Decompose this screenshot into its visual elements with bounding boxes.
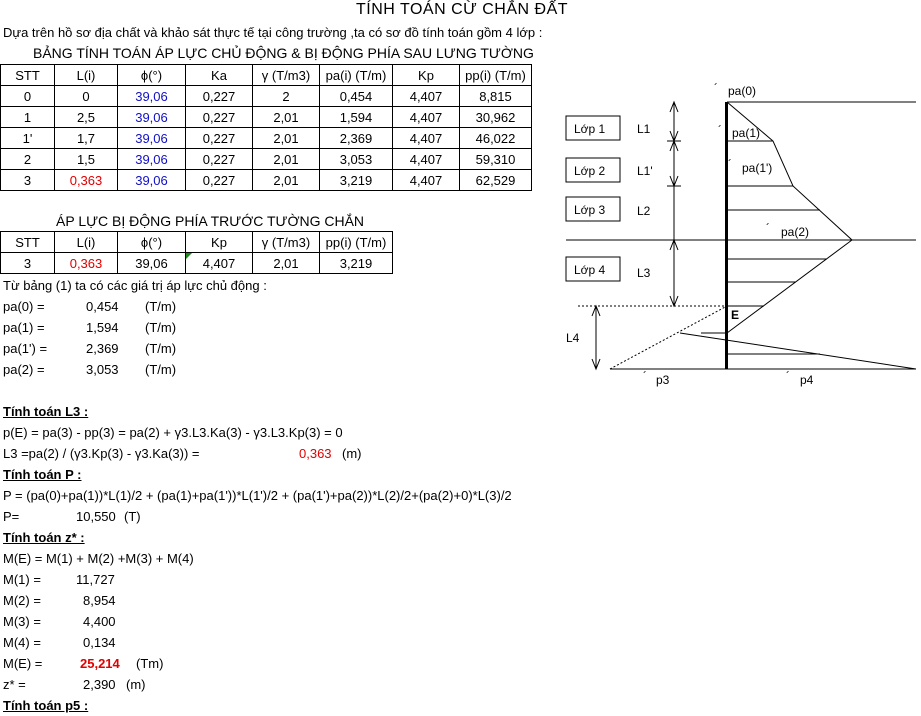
moment-label: M(2) = [3,593,41,608]
cell-pp: 62,529 [460,170,532,191]
summary-label: pa(2) = [3,362,45,377]
summary-intro: Từ bảng (1) ta có các giá trị áp lực chủ động : [3,278,267,293]
cell-gamma: 2,01 [253,149,320,170]
cell-pa: 0,454 [320,86,393,107]
cell-gamma: 2,01 [253,128,320,149]
svg-text:´: ´ [786,369,790,383]
cell-phi: 39,06 [118,86,186,107]
cell-phi: 39,06 [118,253,186,274]
layer-label: Lớp 3 [574,203,606,217]
label-pa1: pa(1) [732,126,761,140]
cell-pa: 3,219 [320,170,393,191]
svg-text:´: ´ [718,123,722,137]
cell-pp: 30,962 [460,107,532,128]
passive-back-line [680,333,916,369]
page-title: TÍNH TOÁN CỪ CHẮN ĐẤT [356,1,569,18]
header-pp: pp(i) (T/m) [320,232,393,253]
summary-label: pa(1) = [3,320,45,335]
cell-gamma: 2,01 [253,107,320,128]
cell-kp: 4,407 [393,170,460,191]
cell-stt: 3 [1,170,55,191]
cell-phi: 39,06 [118,149,186,170]
header-kp: Kp [393,65,460,86]
retaining-wall [725,102,728,369]
header-li: L(i) [55,65,118,86]
moment-value: 0,134 [83,635,116,650]
header-li: L(i) [55,232,118,253]
cell-stt: 3 [1,253,55,274]
summary-value: 0,454 [86,299,119,314]
label-p4: p4 [800,373,814,387]
header-phi: ϕ(°) [118,65,186,86]
svg-text:´: ´ [643,369,647,383]
header-gamma: γ (T/m3) [253,65,320,86]
cell-kp: 4,407 [393,149,460,170]
layer-label: Lớp 2 [574,164,606,178]
dim-label: L3 [637,266,651,280]
cell-pp: 8,815 [460,86,532,107]
cell-pa: 2,369 [320,128,393,149]
heading-l3: Tính toán L3 : [3,404,89,419]
cell-li: 0 [55,86,118,107]
cell-kp: 4,407 [393,128,460,149]
cell-pp: 59,310 [460,149,532,170]
equation-me: M(E) = M(1) + M(2) +M(3) + M(4) [3,551,194,566]
equation-p: P = (pa(0)+pa(1))*L(1)/2 + (pa(1)+pa(1'))*L(1')/2 + (pa(1')+pa(2))*L(2)/2+(pa(2)+0)*L(3)/2 [3,488,512,503]
z-value: 2,390 [83,677,116,692]
z-label: z* = [3,677,26,692]
cell-pp: 46,022 [460,128,532,149]
dim-label: L1 [637,122,651,136]
cell-kp: 4,407 [393,107,460,128]
dim-label: L2 [637,204,651,218]
cell-stt: 0 [1,86,55,107]
cell-stt: 2 [1,149,55,170]
header-stt: STT [1,65,55,86]
header-stt: STT [1,232,55,253]
l3-unit: (m) [342,446,362,461]
label-pa1p: pa(1') [742,161,773,175]
layer-label: Lớp 4 [574,263,606,277]
cell-ka: 0,227 [186,128,253,149]
p-unit: (T) [124,509,141,524]
cell-phi: 39,06 [118,128,186,149]
cell-phi: 39,06 [118,107,186,128]
cell-li: 0,363 [55,253,118,274]
label-pa0: pa(0) [728,84,757,98]
label-p3: p3 [656,373,670,387]
cell-pa: 3,053 [320,149,393,170]
equation-pe: p(E) = pa(3) - pp(3) = pa(2) + γ3.L3.Ka(3) - γ3.L3.Kp(3) = 0 [3,425,343,440]
heading-p5: Tính toán p5 : [3,698,89,713]
moment-value: 11,727 [76,572,115,587]
cell-stt: 1 [1,107,55,128]
cell-ka: 0,227 [186,86,253,107]
cell-ka: 0,227 [186,107,253,128]
cell-kp: 4,407 [393,86,460,107]
layer-label: Lớp 1 [574,122,606,136]
moment-value: 4,400 [83,614,116,629]
heading-p: Tính toán P : [3,467,82,482]
dim-label: L4 [566,331,580,345]
cell-gamma: 2 [253,86,320,107]
cell-ka: 0,227 [186,170,253,191]
svg-text:´: ´ [728,157,732,171]
moment-label: M(1) = [3,572,41,587]
dimension-lines [592,102,681,369]
passive-hatching [701,333,820,354]
cell-stt: 1' [1,128,55,149]
l3-value: 0,363 [299,446,332,461]
p-label: P= [3,509,20,524]
header-pp: pp(i) (T/m) [460,65,532,86]
summary-value: 3,053 [86,362,119,377]
header-gamma: γ (T/m3) [253,232,320,253]
summary-value: 2,369 [86,341,119,356]
header-phi: ϕ(°) [118,232,186,253]
label-pa2: pa(2) [781,225,810,239]
header-kp: Kp [186,232,253,253]
moment-value: 8,954 [83,593,116,608]
heading-z: Tính toán z* : [3,530,85,545]
cell-li: 1,5 [55,149,118,170]
moment-label: M(3) = [3,614,41,629]
summary-label: pa(0) = [3,299,45,314]
cell-li: 0,363 [55,170,118,191]
summary-value: 1,594 [86,320,119,335]
me-label: M(E) = [3,656,43,671]
cell-pa: 1,594 [320,107,393,128]
table2-caption: ÁP LỰC BỊ ĐỘNG PHÍA TRƯỚC TƯỜNG CHẮN [56,213,365,229]
cell-gamma: 2,01 [253,170,320,191]
label-e: E [731,308,740,322]
summary-unit: (T/m) [145,341,177,356]
summary-unit: (T/m) [145,299,177,314]
equation-l3: L3 =pa(2) / (γ3.Kp(3) - γ3.Ka(3)) = [3,446,200,461]
p-value: 10,550 [76,509,116,524]
svg-text:´: ´ [714,81,718,95]
cell-kp: 4,407 [186,253,253,274]
summary-label: pa(1') = [3,341,48,356]
summary-unit: (T/m) [145,362,177,377]
header-ka: Ka [186,65,253,86]
z-unit: (m) [126,677,146,692]
header-pa: pa(i) (T/m) [320,65,393,86]
dim-label: L1' [637,164,653,178]
cell-gamma: 2,01 [253,253,320,274]
cell-phi: 39,06 [118,170,186,191]
cell-li: 2,5 [55,107,118,128]
cell-pp: 3,219 [320,253,393,274]
cell-ka: 0,227 [186,149,253,170]
moment-label: M(4) = [3,635,41,650]
intro-text: Dựa trên hồ sơ địa chất và khảo sát thực tế tại công trường ,ta có sơ đồ tính toán gồm 4 lớp : [3,25,543,40]
me-value: 25,214 [80,656,120,671]
svg-text:´: ´ [766,221,770,235]
table1-caption: BẢNG TÍNH TOÁN ÁP LỰC CHỦ ĐỘNG & BỊ ĐỘNG PHÍA SAU LƯNG TƯỜNG [33,45,534,61]
cell-li: 1,7 [55,128,118,149]
me-unit: (Tm) [136,656,164,671]
summary-unit: (T/m) [145,320,177,335]
